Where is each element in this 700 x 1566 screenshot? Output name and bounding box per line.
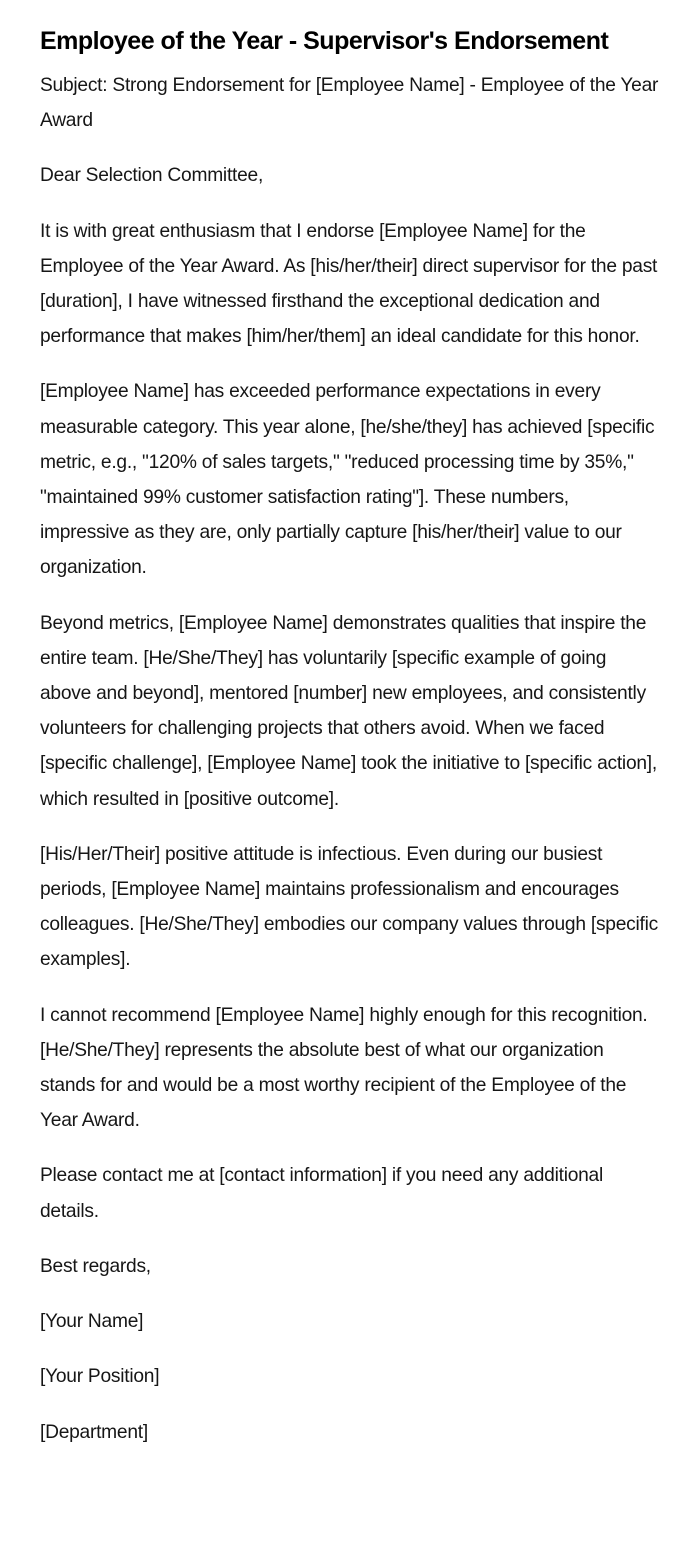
signature-position: [Your Position] xyxy=(40,1366,160,1388)
body-paragraph-recommendation: I cannot recommend [Employee Name] highly enough for this recognition. [He/She/They] represents the absolute best of what our organization stands for and would be a most worthy recipient of the Employee of the Year Award. xyxy=(40,1004,648,1132)
body-paragraph-performance: [Employee Name] has exceeded performance expectations in every measurable category. This year alone, [he/she/they] has achieved [specific metric, e.g., "120% of sales targets," "reduced processing time by 35%," "maintained 99% customer satisfaction rating"]. These numbers, impressive as they are, only partially capture [his/her/their] value to our organization. xyxy=(40,381,655,579)
closing: Best regards, xyxy=(40,1255,151,1277)
body-paragraph-attitude: [His/Her/Their] positive attitude is infectious. Even during our busiest periods, [Employee Name] maintains professionalism and encourages colleagues. [He/She/They] embodies our company values through [specific examples]. xyxy=(40,843,658,971)
salutation: Dear Selection Committee, xyxy=(40,165,264,187)
body-paragraph-intro: It is with great enthusiasm that I endorse [Employee Name] for the Employee of the Year Award. As [his/her/their] direct supervisor for the past [duration], I have witnessed firsthand the exceptional dedication and performance that makes [him/her/them] an ideal candidate for this honor. xyxy=(40,220,658,348)
subject-line: Subject: Strong Endorsement for [Employee Name] - Employee of the Year Award xyxy=(40,75,659,132)
signature-name: [Your Name] xyxy=(40,1311,144,1333)
body-paragraph-contact: Please contact me at [contact information] if you need any additional details. xyxy=(40,1165,603,1222)
body-paragraph-qualities: Beyond metrics, [Employee Name] demonstrates qualities that inspire the entire team. [He/She/They] has voluntarily [specific example of going above and beyond], mentored [number] new employees, and consistently volunteers for challenging projects that others avoid. When we faced [specific challenge], [Employee Name] took the initiative to [specific action], which resulted in [positive outcome]. xyxy=(40,612,657,810)
document-title: Employee of the Year - Supervisor's Endorsement xyxy=(40,27,609,55)
signature-department: [Department] xyxy=(40,1421,148,1443)
